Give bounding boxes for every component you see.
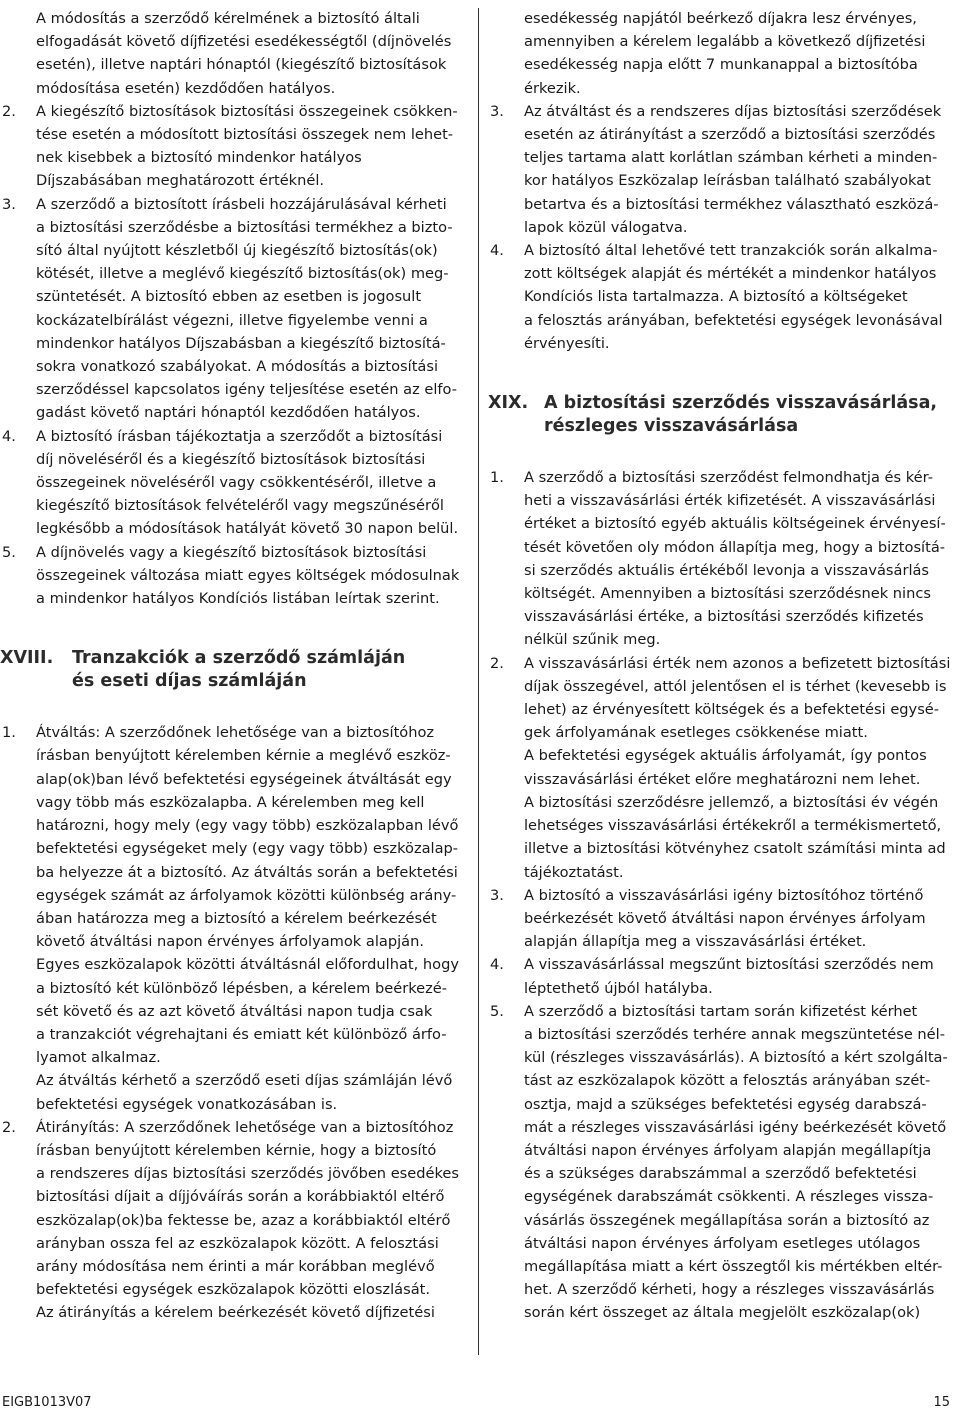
paragraph-text: A szerződő a biztosítási tartam során kifizetést kérhet a biztosítási szerződés terhére annak megszüntetése nél- kül (részleges visszavásárlás). A biztosító a kért szolgálta- tást az eszközalapok között a felosztás arányában szét- osztja, majd a szükséges befektetési egység darabszá- mát a részleges visszavásárlási igény beérkezését követő átváltási napon érvényes árfolyam alapján megállapítja és a szükséges darabszámmal a szerződő befektetési egységének darabszámát csökkenti. A részleges vissza- vásárlás összegének megállapítása során a biztosító az átváltási napon érvényes árfolyam esetleges utólagos megállapítása miatt a kért összegtől kis mértékben eltér- het. A szerződő kérheti, hogy a részleges visszavásárlás során kért összeget az általa megjelölt eszközalap(ok)	[524, 1002, 948, 1322]
list-item	[488, 953, 956, 999]
paragraph-text: Az átváltást és a rendszeres díjas biztosítási szerződések esetén az átirányítást a szerződő a biztosítási szerződés teljes tartama alatt korlátlan számban kérheti a minden- kor hatályos Eszközalap leírásban található szabályokat betartva és a biztosítási termékhez választható eszközá- lapok közül válogatva.	[524, 102, 942, 236]
continuation-paragraph	[488, 7, 956, 100]
list-item	[0, 193, 468, 425]
list-number: 1.	[490, 469, 504, 487]
paragraph-text: A biztosító írásban tájékoztatja a szerződőt a biztosítási díj növeléséről és a kiegészítő biztosítások biztosítási összegeinek növeléséről vagy csökkentéséről, illetve a kiegészítő biztosítások felvételéről vagy megszűnéséről legkésőbb a módosítások hatályát követő 30 napon belül.	[36, 427, 459, 538]
right-column	[488, 7, 956, 1325]
list-number: 4.	[2, 427, 16, 445]
paragraph-text: A módosítás a szerződő kérelmének a biztosító általi elfogadását követő díjfizetési esedékességtől (díjnövelés esetén), illetve naptári hónaptól (kiegészítő biztosítások módosítása esetén) kezdődően hatályos.	[36, 10, 452, 97]
list-number: 2.	[2, 1118, 16, 1136]
paragraph-text: A szerződő a biztosítási szerződést felmondhatja és kér- heti a visszavásárlási érték kifizetését. A visszavásárlási értéket a biztosító egyéb aktuális költségeinek érvényesí- tését követően oly módon állapítja meg, hogy a biztosítá- si szerződés aktuális értékéből levonja a visszavásárlás költségét. Amennyiben a biztosítási szerződésnek nincs visszavásárlási értéke, a biztosítási szerződés kifizetés nélkül szűnik meg.	[524, 469, 946, 649]
section-number: XIX.	[488, 393, 529, 414]
list-item	[488, 652, 956, 884]
page-number: 15	[933, 1395, 950, 1410]
list-number	[0, 7, 36, 100]
paragraph-text: A szerződő a biztosított írásbeli hozzájárulásával kérheti a biztosítási szerződésbe a biztosítási termékhez a bizto- sító által nyújtott készletből új kiegészítő biztosítás(ok) kötését, illetve a meglévő kiegészítő biztosítás(ok) meg- szüntetését. A biztosító ebben az esetben is jogosult kockázatelbírálást végezni, illetve figyelembe venni a mindenkor hatályos Díjszabásban a kiegészítő biztosítá- sokra vonatkozó szabályokat. A módosítás a biztosítási szerződéssel kapcsolatos igény teljesítése esetén az elfo- gadást követő naptári hónaptól kezdődően hatályos.	[36, 195, 458, 422]
left-column	[0, 7, 468, 1325]
column-divider	[478, 8, 479, 1355]
paragraph-text: A visszavásárlással megszűnt biztosítási szerződés nem léptethető újból hatályba.	[524, 956, 934, 997]
paragraph-text: esedékesség napjától beérkező díjakra lesz érvényes, amennyiben a kérelem legalább a következő díjfizetési esedékesség napja előtt 7 munkanappal a biztosítóba érkezik.	[524, 10, 926, 97]
list-item	[488, 884, 956, 954]
list-item	[488, 1000, 956, 1325]
list-number: 3.	[490, 102, 504, 120]
paragraph-text: A visszavásárlási érték nem azonos a befizetett biztosítási díjak összegével, attól jelentősen el is térhet (kevesebb is lehet) az érvényesített költségek és a befektetési egysé- gek árfolyamának esetleges csökkenése miatt. A befektetési egységek aktuális árfolyamát, így pontos visszavásárlási értéket előre meghatározni nem lehet. A biztosítási szerződésre jellemző, a biztosítási év végén lehetséges visszavásárlási értékekről a termékismertető, illetve a biztosítási kötvényhez csatolt számítási minta ad tájékoztatást.	[524, 654, 951, 881]
paragraph-text: A biztosító által lehetővé tett tranzakciók során alkalma- zott költségek alapját és mértékét a mindenkor hatályos Kondíciós lista tartalmazza. A biztosító a költségeket a felosztás arányában, befektetési egységek levonásával érvényesíti.	[524, 242, 943, 352]
list-number: 2.	[2, 102, 16, 120]
list-number: 4.	[490, 242, 504, 260]
list-number: 3.	[490, 886, 504, 904]
list-number	[488, 7, 524, 100]
list-number: 5.	[2, 543, 16, 561]
section-heading-xix	[488, 392, 956, 437]
section-number: XVIII.	[0, 648, 54, 669]
list-number: 1.	[2, 724, 16, 742]
list-item	[0, 1116, 468, 1325]
paragraph-text: Átváltás: A szerződőnek lehetősége van a biztosítóhoz írásban benyújtott kérelemben kérnie a meglévő eszköz- alap(ok)ban lévő befektetési egységeinek átváltását egy vagy több más eszközalapba. A kérelemben meg kell határozni, hogy mely (egy vagy több) eszközalapban lévő befektetési egységeket mely (egy vagy több) eszközalap- ba helyezze át a biztosító. Az átváltás során a befektetési egységek számát az árfolyamok közötti különbség arány- ában határozza meg a biztosító a kérelem beérkezését követő átváltási napon érvényes árfolyamok alapján. Egyes eszközalapok közötti átváltásnál előfordulhat, hogy a biztosító két különböző lépésben, a kérelem beérkezé- sét követő és az azt követő átváltási napon tudja csak a tranzakciót végrehajtani és emiatt két különböző árfo- lyamot alkalmaz. Az átváltás kérhető a szerződő eseti díjas számláján lévő befektetési egységek vonatkozásában is.	[36, 724, 459, 1113]
list-number: 2.	[490, 654, 504, 672]
list-item	[0, 721, 468, 1115]
list-item	[488, 100, 956, 239]
section-title: Tranzakciók a szerződő számláján és eseti díjas számláján	[72, 648, 406, 691]
paragraph-text: A kiegészítő biztosítások biztosítási összegeinek csökken- tése esetén a módosított biztosítási összegek nem lehet- nek kisebbek a biztosító mindenkor hatályos Díjszabásában meghatározott értéknél.	[36, 102, 458, 190]
list-number: 3.	[2, 195, 16, 213]
list-item	[488, 239, 956, 355]
list-item	[0, 541, 468, 611]
list-number: 5.	[490, 1002, 504, 1020]
list-item	[0, 425, 468, 541]
list-number: 4.	[490, 956, 504, 974]
left-intro-paragraph	[0, 7, 468, 100]
section-heading-xviii	[0, 647, 468, 692]
document-code: EIGB1013V07	[2, 1395, 92, 1410]
list-item	[488, 466, 956, 652]
section-title: A biztosítási szerződés visszavásárlása, részleges visszavásárlása	[544, 393, 938, 436]
list-item	[0, 100, 468, 193]
paragraph-text: Átirányítás: A szerződőnek lehetősége van a biztosítóhoz írásban benyújtott kérelemben kérnie, hogy a biztosító a rendszeres díjas biztosítási szerződés jövőben esedékes biztosítási díjait a díjjóváírás során a korábbiaktól eltérő eszközalap(ok)ba fektesse be, azaz a korábbiaktól eltérő arányban ossza fel az eszközalapok között. A felosztási arány módosítása nem érinti a már korábban meglévő befektetési egységek eszközalapok közötti eloszlását. Az átirányítás a kérelem beérkezését követő díjfizetési	[36, 1118, 460, 1322]
paragraph-text: A díjnövelés vagy a kiegészítő biztosítások biztosítási összegeinek változása miatt egyes költségek módosulnak a mindenkor hatályos Kondíciós listában leírtak szerint.	[36, 543, 460, 608]
paragraph-text: A biztosító a visszavásárlási igény biztosítóhoz történő beérkezését követő átváltási napon érvényes árfolyam alapján állapítja meg a visszavásárlási értéket.	[524, 886, 926, 951]
